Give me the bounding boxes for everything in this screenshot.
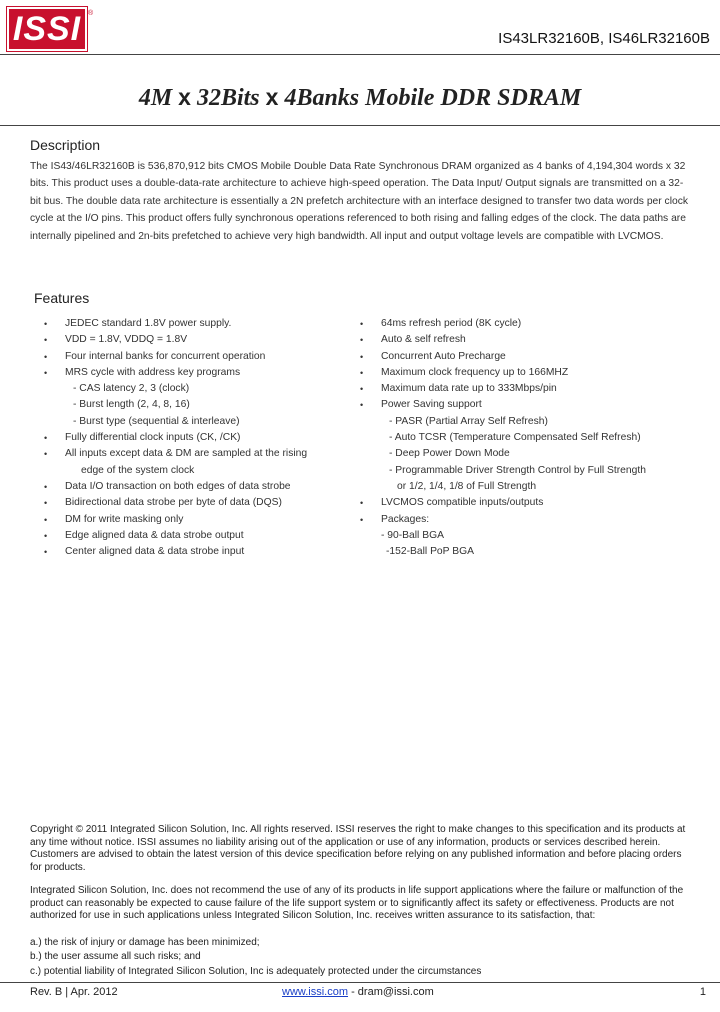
title-part-1: 4M (138, 85, 173, 111)
feature-item: • Edge aligned data & data strobe output (44, 528, 307, 544)
page-title (0, 84, 720, 112)
feature-item: • Maximum data rate up to 333Mbps/pin (360, 381, 646, 397)
features-left-column (44, 316, 307, 560)
feature-item: - Auto TCSR (Temperature Compensated Self Refresh) (389, 432, 641, 444)
feature-item: • Auto & self refresh (360, 332, 646, 348)
feature-item: • VDD = 1.8V, VDDQ = 1.8V (44, 332, 307, 348)
feature-item: - PASR (Partial Array Self Refresh) (389, 415, 548, 427)
title-part-3: 4Banks Mobile DDR SDRAM (284, 85, 582, 111)
feature-item: • Maximum clock frequency up to 166MHZ (360, 365, 646, 381)
logo-text: ISSI (12, 9, 82, 48)
feature-item: • Four internal banks for concurrent operation (44, 349, 307, 365)
feature-item: - Programmable Driver Strength Control by Full Strength (389, 464, 646, 476)
feature-item: - Deep Power Down Mode (389, 448, 510, 460)
email-text: - dram@issi.com (348, 986, 434, 998)
feature-item: - Burst length (2, 4, 8, 16) (73, 399, 190, 411)
title-part-2: 32Bits (196, 85, 260, 111)
description-heading: Description (30, 137, 101, 153)
feature-item: • MRS cycle with address key programs (44, 365, 307, 381)
feature-item: • Fully differential clock inputs (CK, /CK) (44, 430, 307, 446)
part-numbers: IS43LR32160B, IS46LR32160B (498, 30, 710, 47)
feature-item: • Data I/O transaction on both edges of data strobe (44, 479, 307, 495)
page-number: 1 (699, 986, 706, 998)
title-times-2: x (265, 84, 279, 110)
title-rule (0, 125, 720, 126)
header-rule (0, 54, 720, 55)
feature-item: • Bidirectional data strobe per byte of data (DQS) (44, 495, 307, 511)
feature-item: • Power Saving support (360, 397, 646, 413)
feature-item: • Concurrent Auto Precharge (360, 349, 646, 365)
feature-item: • Packages: (360, 512, 646, 528)
registered-mark: ® (88, 10, 94, 17)
feature-item: • JEDEC standard 1.8V power supply. (44, 316, 307, 332)
condition-c: c.) potential liability of Integrated Silicon Solution, Inc is adequately protected under the circumstances (30, 966, 482, 977)
feature-item: • DM for write masking only (44, 512, 307, 528)
condition-b: b.) the user assume all such risks; and (30, 951, 201, 962)
title-times-1: x (178, 84, 191, 110)
life-support-notice: Integrated Silicon Solution, Inc. does not recommend the use of any of its products in life support applications where the failure or malfunction of the product can reasonably be expected to cause failure of the life support system or to significantly affect its safety or effectiveness. Products are not authorized for use in such applications unless Integrated Silicon Solution, Inc. receives written assurance to its satisfaction, that: (30, 885, 684, 922)
feature-item: • Center aligned data & data strobe input (44, 544, 307, 560)
feature-item: • All inputs except data & DM are sampled at the rising (44, 446, 307, 462)
feature-item: - Burst type (sequential & interleave) (73, 415, 240, 427)
feature-item: or 1/2, 1/4, 1/8 of Full Strength (397, 480, 537, 492)
description-text: The IS43/46LR32160B is 536,870,912 bits CMOS Mobile Double Data Rate Synchronous DRAM organized as 4 banks of 4,194,304 words x 32 bits. This product uses a double-data-rate architecture to achieve high-speed operation. The Data Input/ Output signals are transmitted on a 32-bit bus. The double data rate architecture is essentially a 2N prefetch architecture with an interface designed to transfer two data words per clock cycle at the I/O pins. This product offers fully synchronous operations referenced to both rising and falling edges of the clock. The data paths are internally pipelined and 2n-bits prefetched to achieve very high bandwidth. All input and output voltage levels are compatible with LVCMOS. (30, 161, 689, 242)
feature-item: • 64ms refresh period (8K cycle) (360, 316, 646, 332)
condition-a: a.) the risk of injury or damage has been minimized; (30, 937, 260, 948)
footer-rule (0, 982, 720, 983)
feature-item: -152-Ball PoP BGA (386, 546, 474, 558)
footer-contact (282, 986, 434, 998)
issi-logo (7, 7, 87, 51)
feature-item: - 90-Ball BGA (381, 529, 444, 541)
revision-label: Rev. B | Apr. 2012 (30, 986, 118, 998)
features-right-column (360, 316, 646, 560)
feature-item: edge of the system clock (81, 464, 195, 476)
website-link[interactable]: www.issi.com (282, 986, 349, 998)
feature-item: • LVCMOS compatible inputs/outputs (360, 495, 646, 511)
features-heading: Features (34, 290, 90, 306)
feature-item: - CAS latency 2, 3 (clock) (73, 383, 190, 395)
copyright-notice: Copyright © 2011 Integrated Silicon Solution, Inc. All rights reserved. ISSI reserves the right to make changes to this specification and its products at any time without notice. ISSI assumes no liability arising out of the application or use of any information, products or services described herein. Customers are advised to obtain the latest version of this device specification before relying on any published information and before placing orders for products. (30, 824, 686, 873)
